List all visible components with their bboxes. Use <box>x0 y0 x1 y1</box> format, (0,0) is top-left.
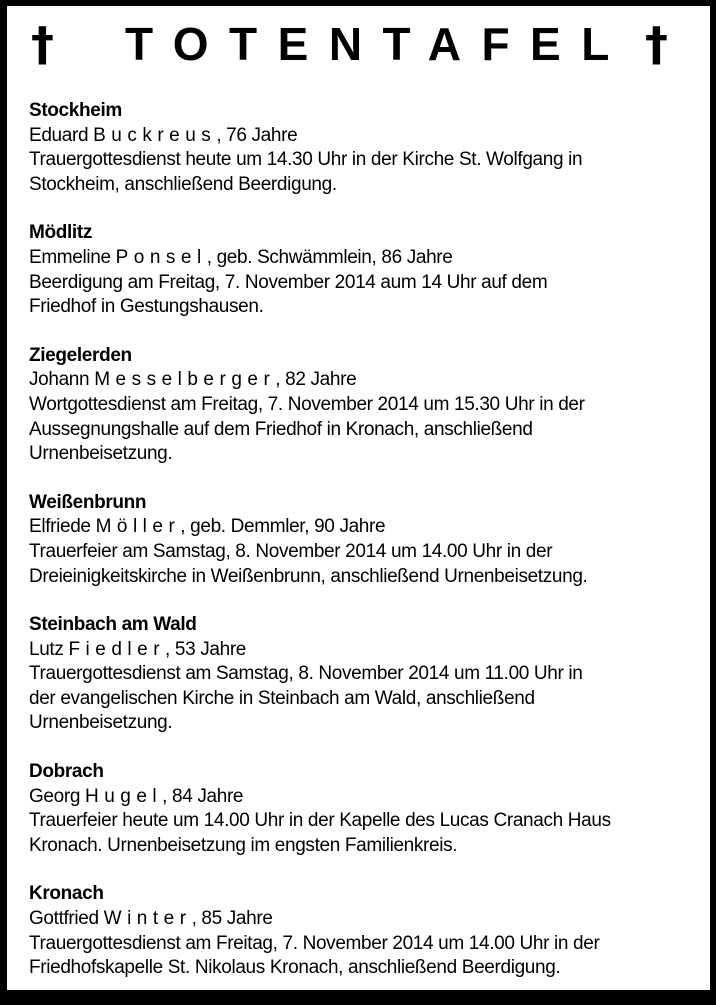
service-details: Aussegnungshalle auf dem Friedhof in Kronach, anschließend <box>29 418 533 440</box>
service-details: Friedhofskapelle St. Nikolaus Kronach, anschließend Beerdigung. <box>29 957 561 979</box>
place-name: Kronach <box>29 883 104 905</box>
obituary-entry <box>29 491 709 589</box>
service-details: Beerdigung am Freitag, 7. November 2014 aum 14 Uhr auf dem <box>29 271 548 293</box>
name-details: , 76 Jahre <box>216 124 298 146</box>
place-name: Steinbach am Wald <box>29 614 197 636</box>
name-details: , 84 Jahre <box>162 785 244 807</box>
obituary-entry <box>29 613 709 736</box>
surname: Ponsel <box>115 246 207 268</box>
obituary-board <box>7 6 710 990</box>
first-name: Eduard <box>29 124 89 146</box>
first-name: Gottfried <box>29 908 99 930</box>
name-details: , geb. Schwämmlein, 86 Jahre <box>206 246 453 268</box>
deceased-name <box>29 638 709 663</box>
first-name: Georg <box>29 785 81 807</box>
cross-icon: † <box>645 17 668 71</box>
service-details: Wortgottesdienst am Freitag, 7. November 2014 um 15.30 Uhr in der <box>29 393 585 415</box>
service-details: Trauergottesdienst heute um 14.30 Uhr in der Kirche St. Wolfgang in <box>29 149 583 171</box>
place-name: Weißenbrunn <box>29 491 147 513</box>
place-name: Stockheim <box>29 100 122 121</box>
first-name: Elfriede <box>29 516 91 538</box>
place-name: Mödlitz <box>29 222 92 244</box>
service-details: Trauerfeier am Samstag, 8. November 2014 um 14.00 Uhr in der <box>29 540 553 562</box>
surname: Möller <box>95 516 181 538</box>
service-details: Kronach. Urnenbeisetzung im engsten Familienkreis. <box>29 834 458 856</box>
service-details: Trauerfeier heute um 14.00 Uhr in der Kapelle des Lucas Cranach Haus <box>29 810 611 832</box>
obituary-entry <box>29 221 709 319</box>
first-name: Johann <box>29 369 90 391</box>
header <box>7 14 710 74</box>
surname: Hugel <box>85 785 163 807</box>
deceased-name <box>29 785 709 810</box>
service-details: Urnenbeisetzung. <box>29 712 173 734</box>
service-details: Stockheim, anschließend Beerdigung. <box>29 173 337 195</box>
surname: Winter <box>103 908 192 930</box>
obituary-entry <box>29 344 709 467</box>
deceased-name <box>29 515 709 540</box>
service-details: der evangelischen Kirche in Steinbach am Wald, anschließend <box>29 687 535 709</box>
deceased-name <box>29 246 709 271</box>
cross-icon: † <box>31 17 54 71</box>
service-details: Trauergottesdienst am Freitag, 7. November 2014 um 14.00 Uhr in der <box>29 932 600 954</box>
name-details: , 85 Jahre <box>191 908 273 930</box>
first-name: Emmeline <box>29 246 111 268</box>
name-details: , 82 Jahre <box>275 369 357 391</box>
place-name: Dobrach <box>29 761 104 783</box>
place-name: Ziegelerden <box>29 344 132 366</box>
name-details: , 53 Jahre <box>165 638 247 660</box>
deceased-name <box>29 368 709 393</box>
service-details: Trauergottesdienst am Samstag, 8. November 2014 um 11.00 Uhr in <box>29 663 583 685</box>
obituary-list <box>29 99 709 1005</box>
obituary-entry <box>29 760 709 858</box>
service-details: Friedhof in Gestungshausen. <box>29 296 264 318</box>
obituary-entry <box>29 99 709 197</box>
service-details: Urnenbeisetzung. <box>29 443 173 465</box>
first-name: Lutz <box>29 638 64 660</box>
deceased-name <box>29 124 709 149</box>
surname: Fiedler <box>68 638 166 660</box>
name-details: , geb. Demmler, 90 Jahre <box>180 516 386 538</box>
obituary-entry <box>29 882 709 980</box>
surname: Messelberger <box>94 369 276 391</box>
service-details: Dreieinigkeitskirche in Weißenbrunn, anschließend Urnenbeisetzung. <box>29 565 588 587</box>
deceased-name <box>29 907 709 932</box>
surname: Buckreus <box>93 124 217 146</box>
page-title: TOTENTAFEL <box>125 18 630 70</box>
